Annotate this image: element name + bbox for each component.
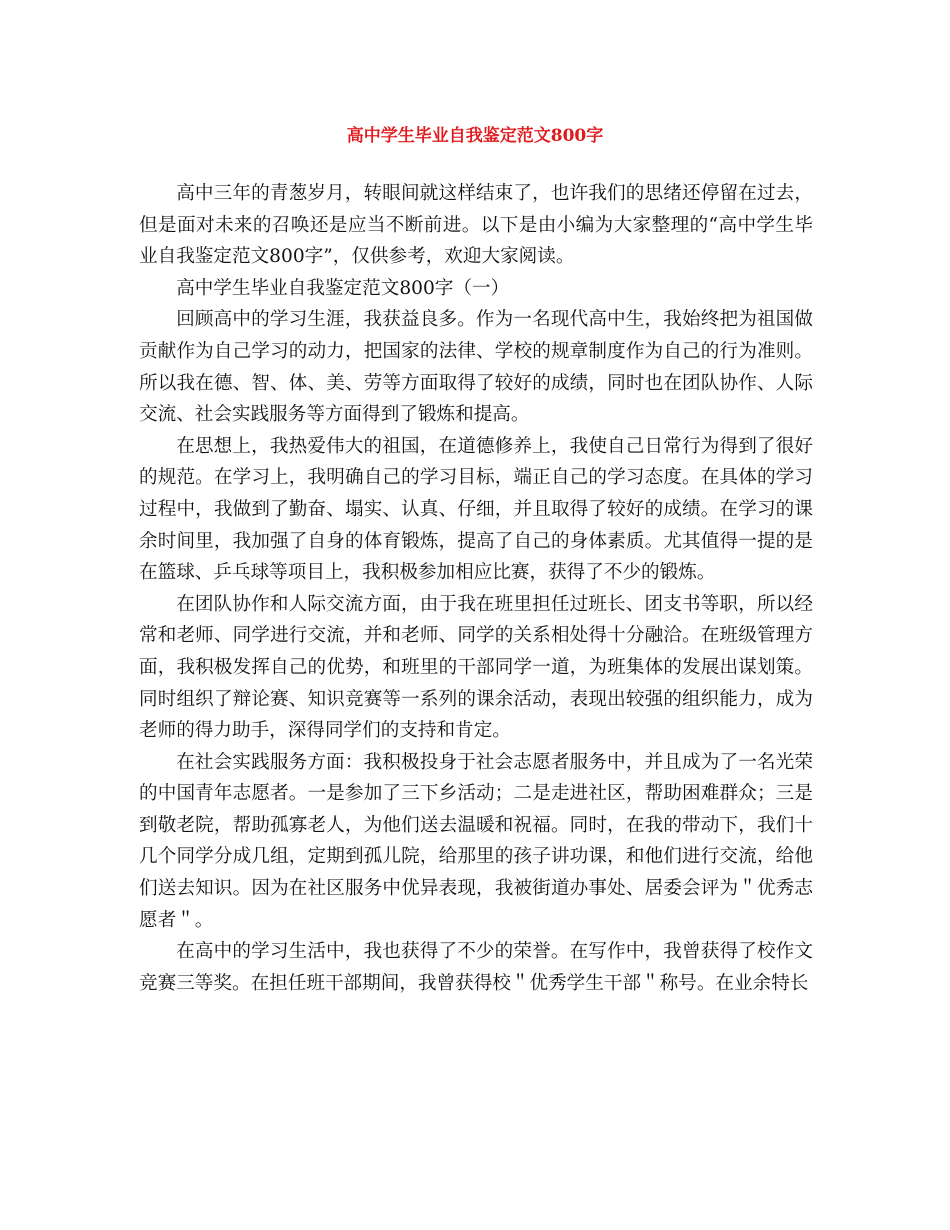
body-paragraph: 在高中的学习生活中，我也获得了不少的荣誉。在写作中，我曾获得了校作文竞赛三等奖。在担任班干部期间，我曾获得校＂优秀学生干部＂称号。在业余特长 (139, 941, 813, 994)
document-title: 高中学生毕业自我鉴定范文800字 (346, 126, 604, 146)
section-heading: 高中学生毕业自我鉴定范文800字（一） (176, 277, 510, 299)
intro-paragraph: 高中三年的青葱岁月，转眼间就这样结束了，也许我们的思绪还停留在过去，但是面对未来的召唤还是应当不断前进。以下是由小编为大家整理的“高中学生毕业自我鉴定范文800字”，仅供参考，欢迎大家阅读。 (139, 183, 813, 268)
body-paragraph: 在团队协作和人际交流方面，由于我在班里担任过班长、团支书等职，所以经常和老师、同学进行交流，并和老师、同学的关系相处得十分融洽。在班级管理方面，我积极发挥自己的优势，和班里的干部同学一道，为班集体的发展出谋划策。同时组织了辩论赛、知识竞赛等一系列的课余活动，表现出较强的组织能力，成为老师的得力助手，深得同学们的支持和肯定。 (139, 593, 813, 742)
body-paragraph: 回顾高中的学习生涯，我获益良多。作为一名现代高中生，我始终把为祖国做贡献作为自己学习的动力，把国家的法律、学校的规章制度作为自己的行为准则。所以我在德、智、体、美、劳等方面取得了较好的成绩，同时也在团队协作、人际交流、社会实践服务等方面得到了锻炼和提高。 (139, 309, 813, 426)
document-body (139, 178, 813, 999)
body-paragraph: 在社会实践服务方面：我积极投身于社会志愿者服务中，并且成为了一名光荣的中国青年志愿者。一是参加了三下乡活动；二是走进社区，帮助困难群众；三是到敬老院，帮助孤寡老人，为他们送去温暖和祝福。同时，在我的带动下，我们十几个同学分成几组，定期到孤儿院，给那里的孩子讲功课，和他们进行交流，给他们送去知识。因为在社区服务中优异表现，我被街道办事处、居委会评为＂优秀志愿者＂。 (139, 751, 813, 931)
body-paragraph: 在思想上，我热爱伟大的祖国，在道德修养上，我使自己日常行为得到了很好的规范。在学习上，我明确自己的学习目标，端正自己的学习态度。在具体的学习过程中，我做到了勤奋、塌实、认真、仔细，并且取得了较好的成绩。在学习的课余时间里，我加强了自身的体育锻炼，提高了自己的身体素质。尤其值得一提的是在篮球、乒乓球等项目上，我积极参加相应比赛，获得了不少的锻炼。 (139, 435, 813, 584)
